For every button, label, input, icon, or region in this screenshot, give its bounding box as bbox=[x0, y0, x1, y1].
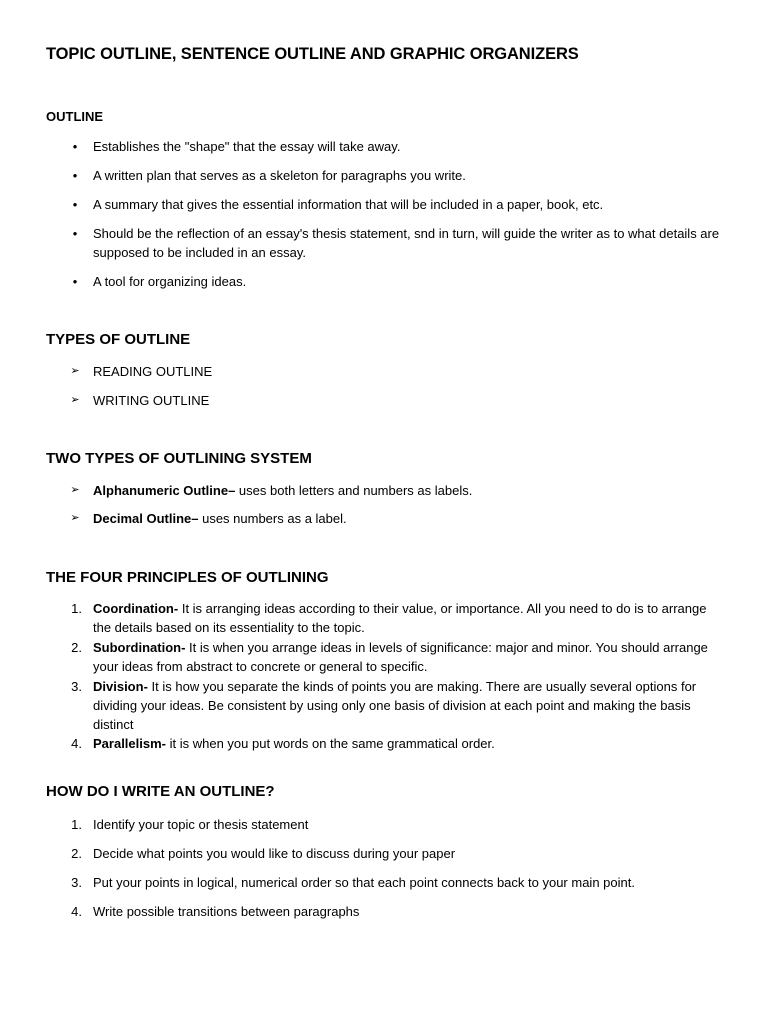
list-item-text: Write possible transitions between paragraphs bbox=[93, 904, 360, 919]
list-item-text: Establishes the "shape" that the essay will take away. bbox=[93, 139, 401, 154]
description: uses numbers as a label. bbox=[198, 511, 347, 526]
description: it is when you put words on the same grammatical order. bbox=[166, 736, 495, 751]
item-number: 3. bbox=[71, 679, 82, 694]
types-heading: TYPES OF OUTLINE bbox=[46, 331, 191, 348]
list-item-text bbox=[93, 677, 721, 734]
list-item-text bbox=[93, 509, 721, 528]
list-item-text: Should be the reflection of an essay's thesis statement, snd in turn, will guide the writer as to what details are supposed to be included in an essay. bbox=[93, 226, 720, 260]
item-number: 3. bbox=[71, 875, 82, 890]
description: It is when you arrange ideas in levels of significance: major and minor. You should arrange your ideas from abstract to concrete or general to specific. bbox=[93, 640, 708, 674]
list-item-text bbox=[93, 599, 721, 637]
arrow-bullet-icon: ➢ bbox=[70, 484, 80, 496]
item-number: 2. bbox=[71, 846, 82, 861]
term: Decimal Outline– bbox=[93, 511, 199, 526]
list-item-text bbox=[93, 481, 721, 500]
description: It is arranging ideas according to their value, or importance. All you need to do is to arrange the details based on its essentiality to the topic. bbox=[93, 601, 707, 635]
principles-heading: THE FOUR PRINCIPLES OF OUTLINING bbox=[46, 569, 329, 586]
list-item-text: WRITING OUTLINE bbox=[93, 393, 210, 408]
term: Division- bbox=[93, 679, 148, 694]
item-number: 1. bbox=[71, 601, 82, 616]
description: It is how you separate the kinds of points you are making. There are usually several options for dividing your ideas. Be consistent by using only one basis of division at each point and making the basis distinct bbox=[93, 679, 697, 732]
howto-heading: HOW DO I WRITE AN OUTLINE? bbox=[46, 783, 275, 800]
item-number: 4. bbox=[71, 736, 82, 751]
arrow-bullet-icon: ➢ bbox=[70, 365, 80, 377]
bullet-marker: • bbox=[72, 274, 78, 289]
term: Coordination- bbox=[93, 601, 179, 616]
list-item-text: Identify your topic or thesis statement bbox=[93, 817, 309, 832]
term: Subordination- bbox=[93, 640, 186, 655]
document-title: TOPIC OUTLINE, SENTENCE OUTLINE AND GRAPHIC ORGANIZERS bbox=[46, 45, 579, 63]
item-number: 4. bbox=[71, 904, 82, 919]
bullet-marker: • bbox=[72, 197, 78, 212]
list-item-text: Put your points in logical, numerical order so that each point connects back to your main point. bbox=[93, 875, 635, 890]
systems-heading: TWO TYPES OF OUTLINING SYSTEM bbox=[46, 450, 312, 467]
list-item-text: A written plan that serves as a skeleton for paragraphs you write. bbox=[93, 168, 466, 183]
bullet-marker: • bbox=[72, 226, 78, 241]
list-item-text bbox=[93, 734, 721, 753]
bullet-marker: • bbox=[72, 168, 78, 183]
arrow-bullet-icon: ➢ bbox=[70, 512, 80, 524]
item-number: 1. bbox=[71, 817, 82, 832]
list-item-text: A tool for organizing ideas. bbox=[93, 274, 247, 289]
list-item-text: READING OUTLINE bbox=[93, 364, 213, 379]
list-item-text: A summary that gives the essential information that will be included in a paper, book, etc. bbox=[93, 197, 604, 212]
outline-heading: OUTLINE bbox=[46, 109, 104, 124]
term: Alphanumeric Outline– bbox=[93, 483, 236, 498]
term: Parallelism- bbox=[93, 736, 166, 751]
item-number: 2. bbox=[71, 640, 82, 655]
list-item-text: Decide what points you would like to discuss during your paper bbox=[93, 846, 456, 861]
bullet-marker: • bbox=[72, 139, 78, 154]
list-item-text bbox=[93, 638, 721, 676]
description: uses both letters and numbers as labels. bbox=[235, 483, 473, 498]
arrow-bullet-icon: ➢ bbox=[70, 394, 80, 406]
